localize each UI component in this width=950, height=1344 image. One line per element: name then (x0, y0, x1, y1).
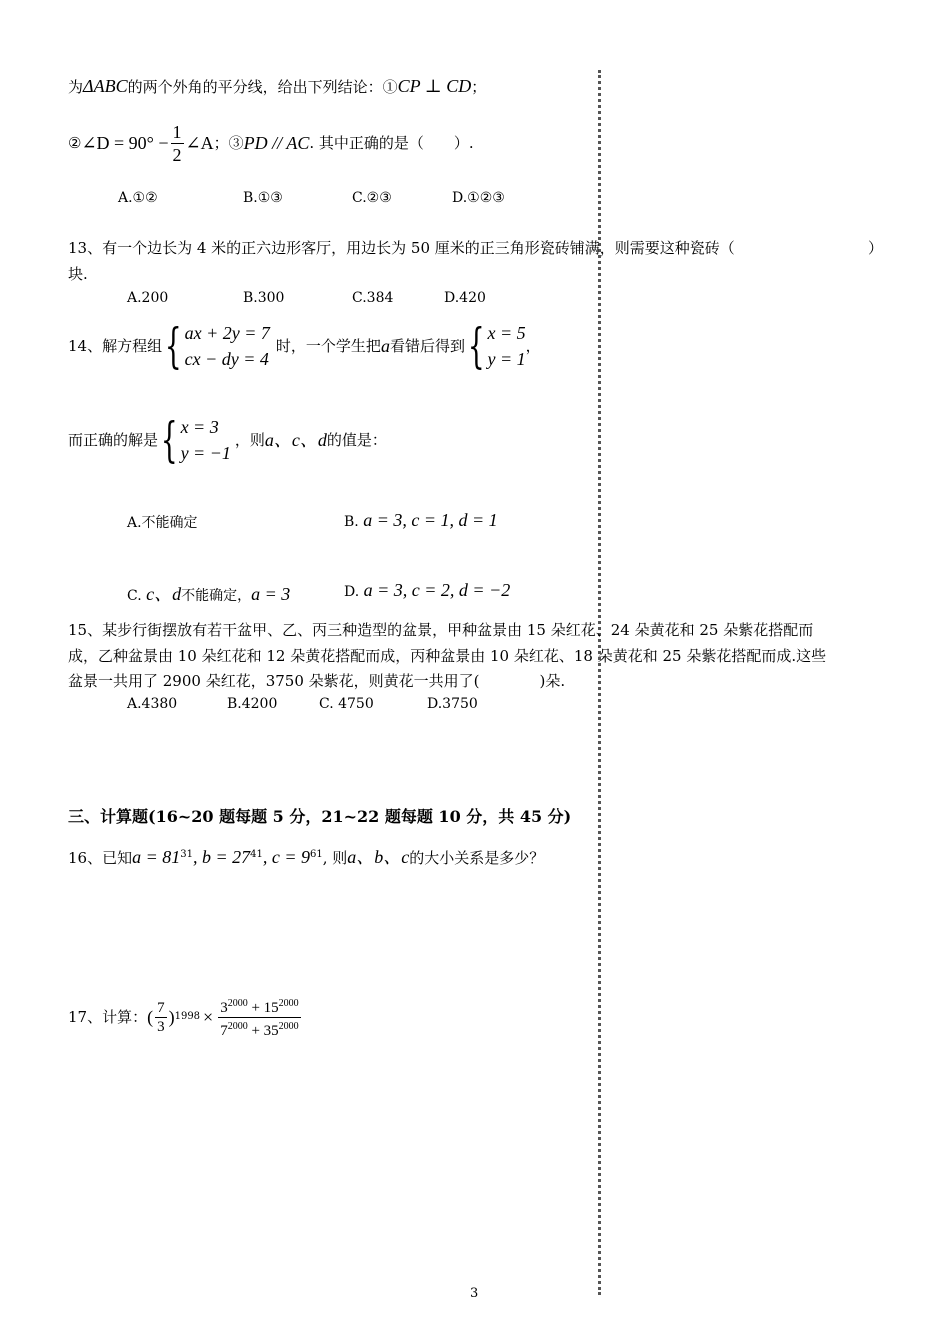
q14-option-d: D. a = 3, c = 2, d = −2 (344, 580, 511, 600)
left-brace-icon: { (467, 318, 485, 374)
q14-system: { ax + 2y = 7 cx − dy = 4 (164, 318, 270, 374)
q14-option-a: A.不能确定 (127, 515, 198, 531)
q15-line1: 15、某步行街摆放有若干盆甲、乙、丙三种造型的盆景，甲种盆景由 15 朵红花、24 朵黄花和 25 朵紫花搭配而 (68, 621, 814, 639)
q14-wrong-solution: { x = 5 y = 1 (467, 318, 526, 374)
left-brace-icon: { (164, 318, 182, 374)
q14-option-c: C. c、d不能确定，a = 3 (127, 584, 291, 604)
q13-option-c: C.384 (352, 290, 394, 306)
q13-line2: 块. (68, 265, 88, 283)
page-number: 3 (470, 1286, 479, 1301)
q14-line1: 14、解方程组 { ax + 2y = 7 cx − dy = 4 时，一个学生把 a 看错后得到 { x = 5 y = 1 ， (68, 318, 541, 374)
q13-line1-end: ） (868, 239, 884, 257)
q15-option-a: A.4380 (127, 696, 178, 712)
q12-option-c: C.②③ (352, 190, 392, 206)
q12-option-a: A.①② (118, 190, 158, 206)
q12-line2: ② ∠D = 90° − $\frac{1}{2}$ ∠A ；③ PD // AC . 其中正确的是（ ）. (68, 121, 474, 165)
fraction-one-half: $\frac{1}{2}$ (172, 121, 182, 165)
q13-option-b: B.300 (243, 290, 285, 306)
q14-line2: 而正确的解是 { x = 3 y = −1 ，则 a、c、d 的值是： (68, 412, 387, 468)
q12-line1: 为ΔABC的两个外角的平分线，给出下列结论：①CP ⊥ CD； (68, 76, 487, 96)
left-brace-icon: { (160, 412, 178, 468)
q15-option-d: D.3750 (427, 696, 478, 712)
q14-correct-solution: { x = 3 y = −1 (160, 412, 231, 468)
fraction-seven-thirds: $\frac{7}{3}$ (157, 999, 165, 1035)
q15-option-b: B.4200 (227, 696, 278, 712)
q17: 17、计算： ( $\frac{7}{3}$ ) 1998 × $\frac{3^{2000} + 15^{2000}}{7^{2000} + 35^{2000}}$ (68, 992, 303, 1042)
q13-option-d: D.420 (444, 290, 486, 306)
q14-option-b: B. a = 3, c = 1, d = 1 (344, 510, 498, 530)
q15-option-c: C. 4750 (319, 696, 374, 712)
fraction-powers: $\frac{3^{2000} + 15^{2000}}{7^{2000} + 35^{2000}}$ (218, 995, 300, 1040)
q15-line3: 盆景一共用了 2900 朵红花，3750 朵紫花，则黄花一共用了( )朵. (68, 672, 566, 690)
section-3-title: 三、计算题(16~20 题每题 5 分，21~22 题每题 10 分，共 45 分) (68, 807, 572, 826)
q15-line2: 成，乙种盆景由 10 朵红花和 12 朵黄花搭配而成，丙种盆景由 10 朵红花、18 朵黄花和 25 朵紫花搭配而成.这些 (68, 647, 827, 665)
q12-option-d: D.①②③ (452, 190, 505, 206)
q13-option-a: A.200 (127, 290, 169, 306)
q16: 16、已知$a = 81^{31}$, $b = 27^{41}$, $c = 9^{61}$, 则a、b、c的大小关系是多少？ (68, 847, 545, 867)
q12-option-b: B.①③ (243, 190, 283, 206)
q13-line1: 13、有一个边长为 4 米的正六边形客厅，用边长为 50 厘米的正三角形瓷砖铺满，则需要这种瓷砖（ (68, 239, 735, 257)
